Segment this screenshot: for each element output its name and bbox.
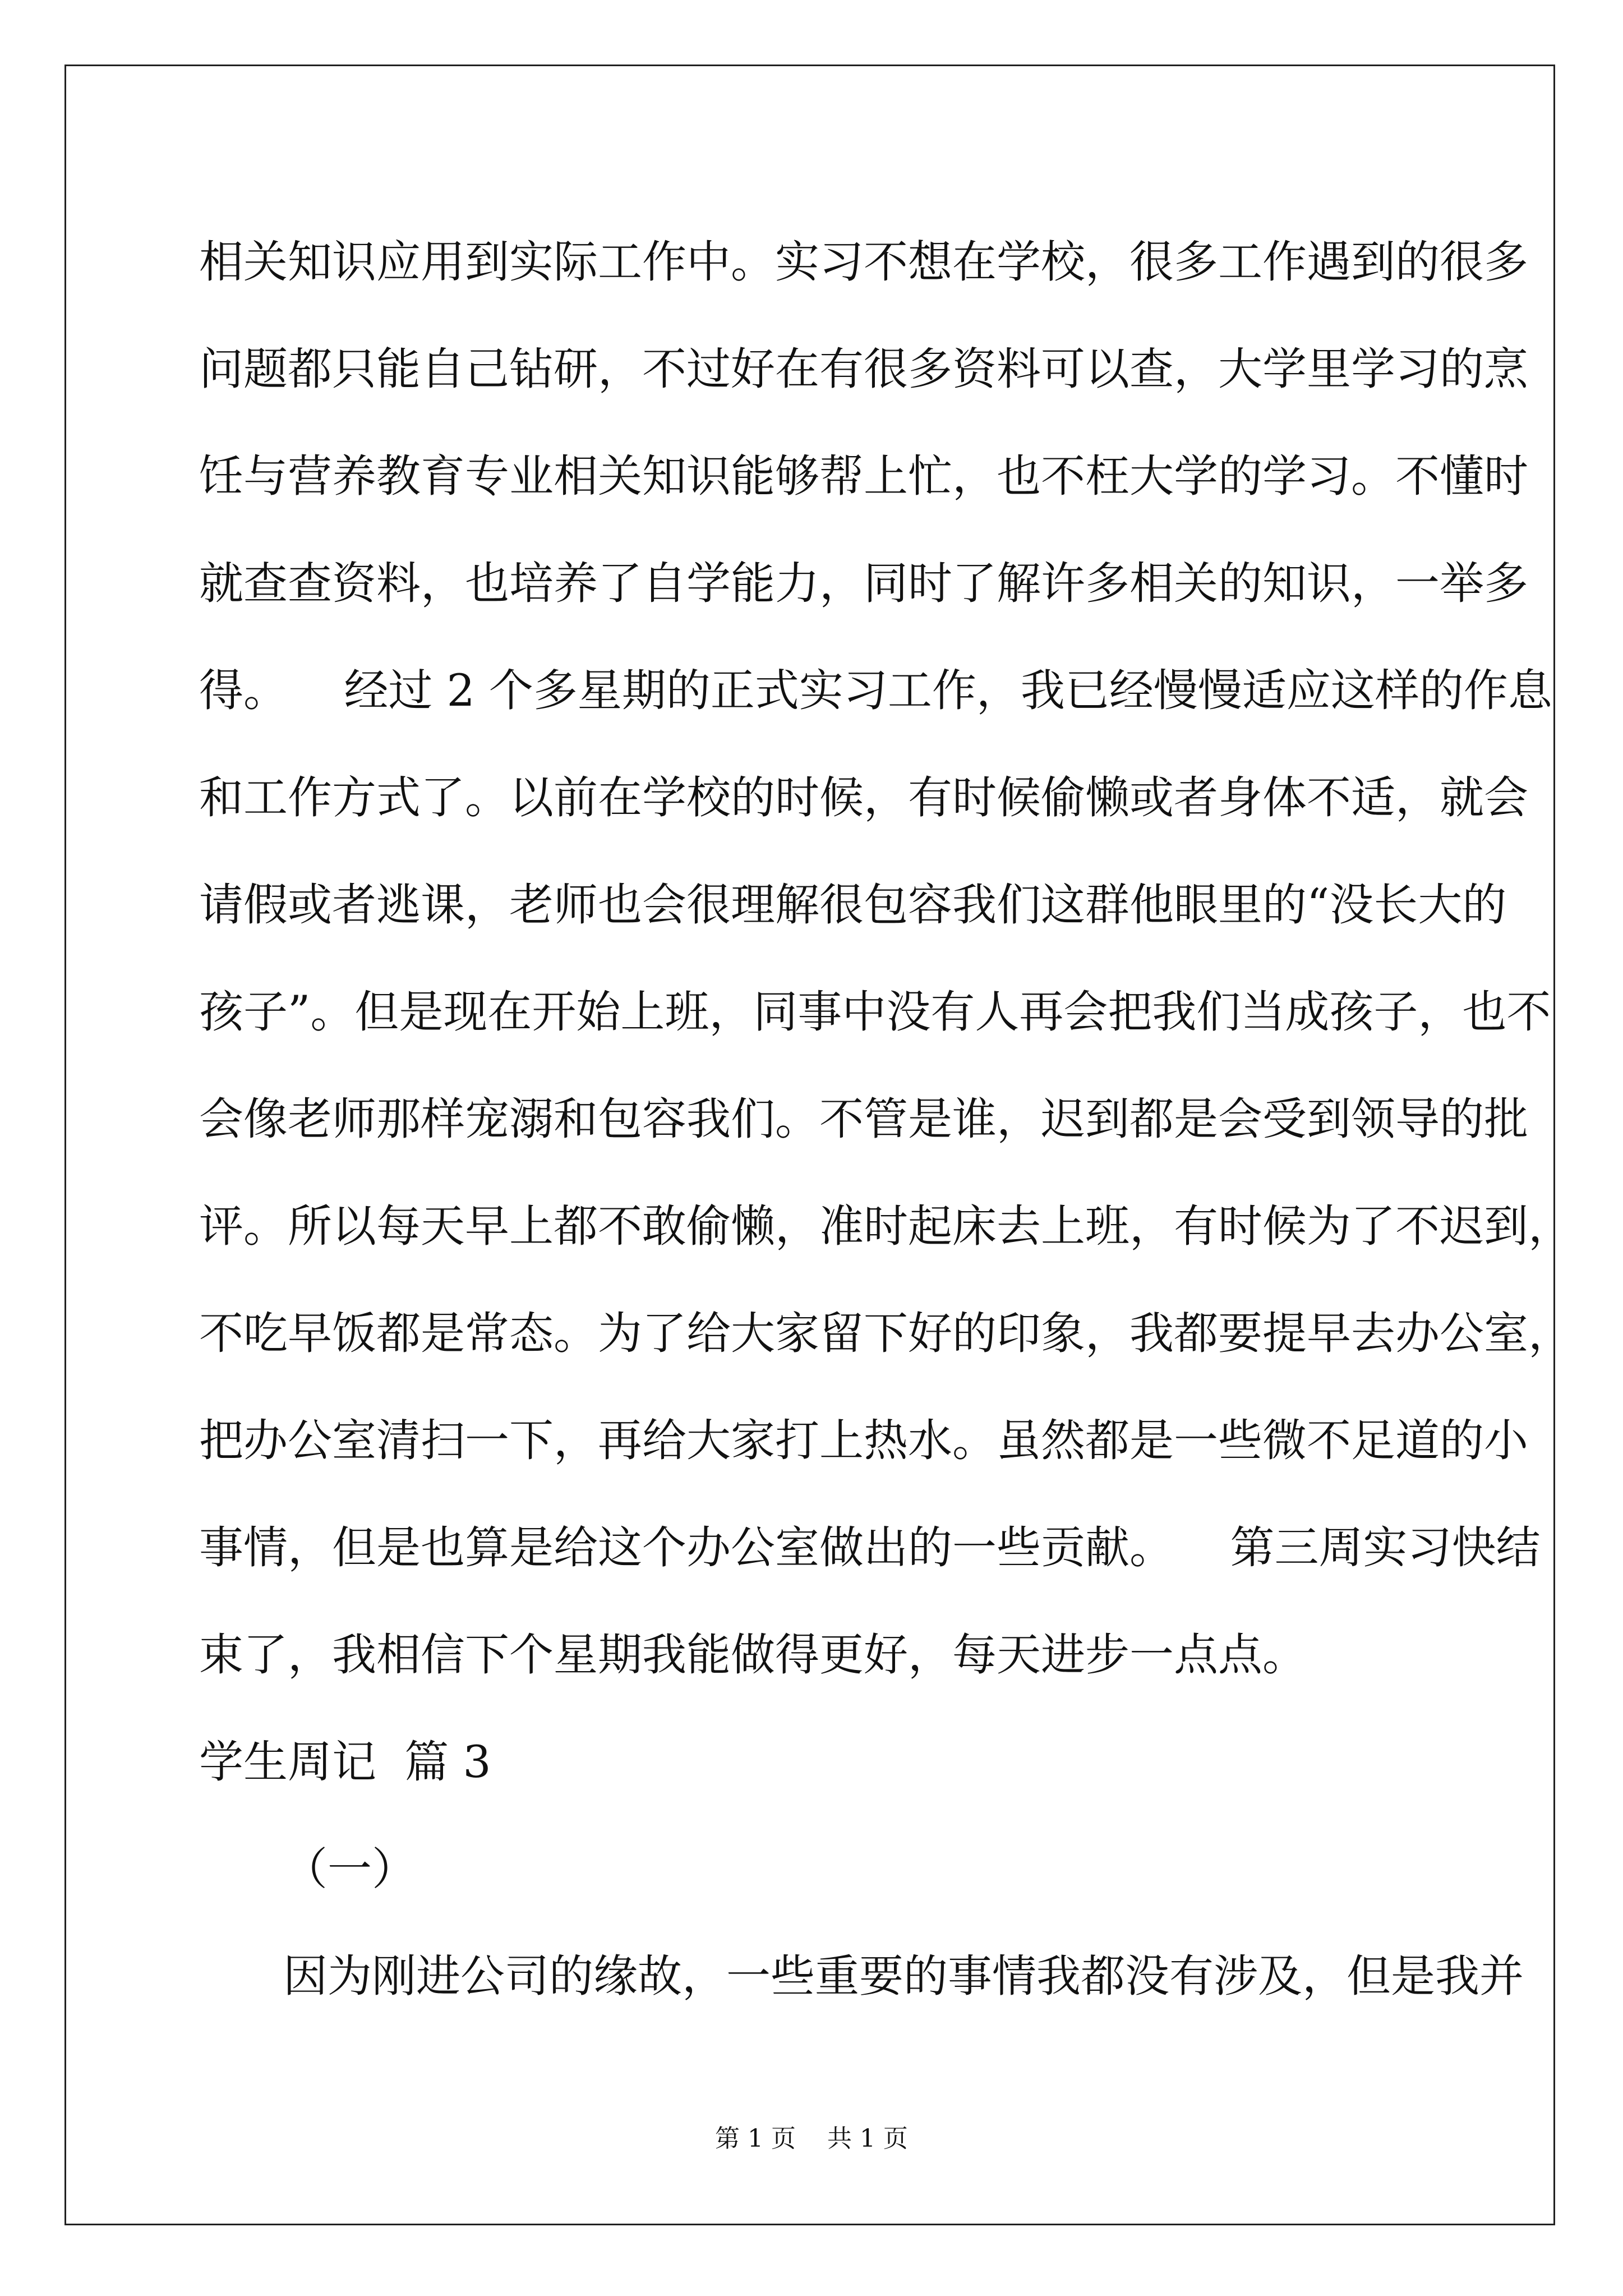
- page-footer: 第 1 页 共 1 页: [715, 2124, 908, 2153]
- body-line: 会像老师那样宠溺和包容我们。不管是谁，迟到都是会受到领导的批: [199, 1093, 1528, 1145]
- body-line: 和工作方式了。以前在学校的时候，有时候偷懒或者身体不适，就会: [199, 772, 1528, 823]
- subheading: （一）: [283, 1843, 416, 1895]
- body-line: 不吃早饭都是常态。为了给大家留下好的印象，我都要提早去办公室，: [199, 1308, 1573, 1359]
- body-line: 请假或者逃课，老师也会很理解很包容我们这群他眼里的“没长大的: [199, 879, 1507, 931]
- body-line: 评。所以每天早上都不敢偷懒，准时起床去上班，有时候为了不迟到，: [199, 1200, 1573, 1252]
- body-line: 孩子”。但是现在开始上班，同事中没有人再会把我们当成孩子，也不: [199, 986, 1551, 1038]
- body-line: 相关知识应用到实际工作中。实习不想在学校，很多工作遇到的很多: [199, 236, 1528, 288]
- body-line: 饪与营养教育专业相关知识能够帮上忙，也不枉大学的学习。不懂时: [199, 450, 1528, 502]
- document-body: [199, 209, 1573, 2030]
- body-line: 就查查资料，也培养了自学能力，同时了解许多相关的知识，一举多: [199, 558, 1528, 609]
- body-line: 事情，但是也算是给这个办公室做出的一些贡献。 第三周实习快结: [199, 1522, 1541, 1573]
- paragraph-start: 因为刚进公司的缘故，一些重要的事情我都没有涉及，但是我并: [283, 1950, 1524, 2002]
- body-line: 束了，我相信下个星期我能做得更好，每天进步一点点。: [199, 1629, 1307, 1681]
- section-heading: 学生周记 篇 3: [199, 1736, 491, 1788]
- body-line: 问题都只能自己钻研，不过好在有很多资料可以查，大学里学习的烹: [199, 343, 1528, 395]
- body-line: 把办公室清扫一下，再给大家打上热水。虽然都是一些微不足道的小: [199, 1415, 1528, 1466]
- body-line: 得。 经过 2 个多星期的正式实习工作，我已经慢慢适应这样的作息: [199, 665, 1552, 716]
